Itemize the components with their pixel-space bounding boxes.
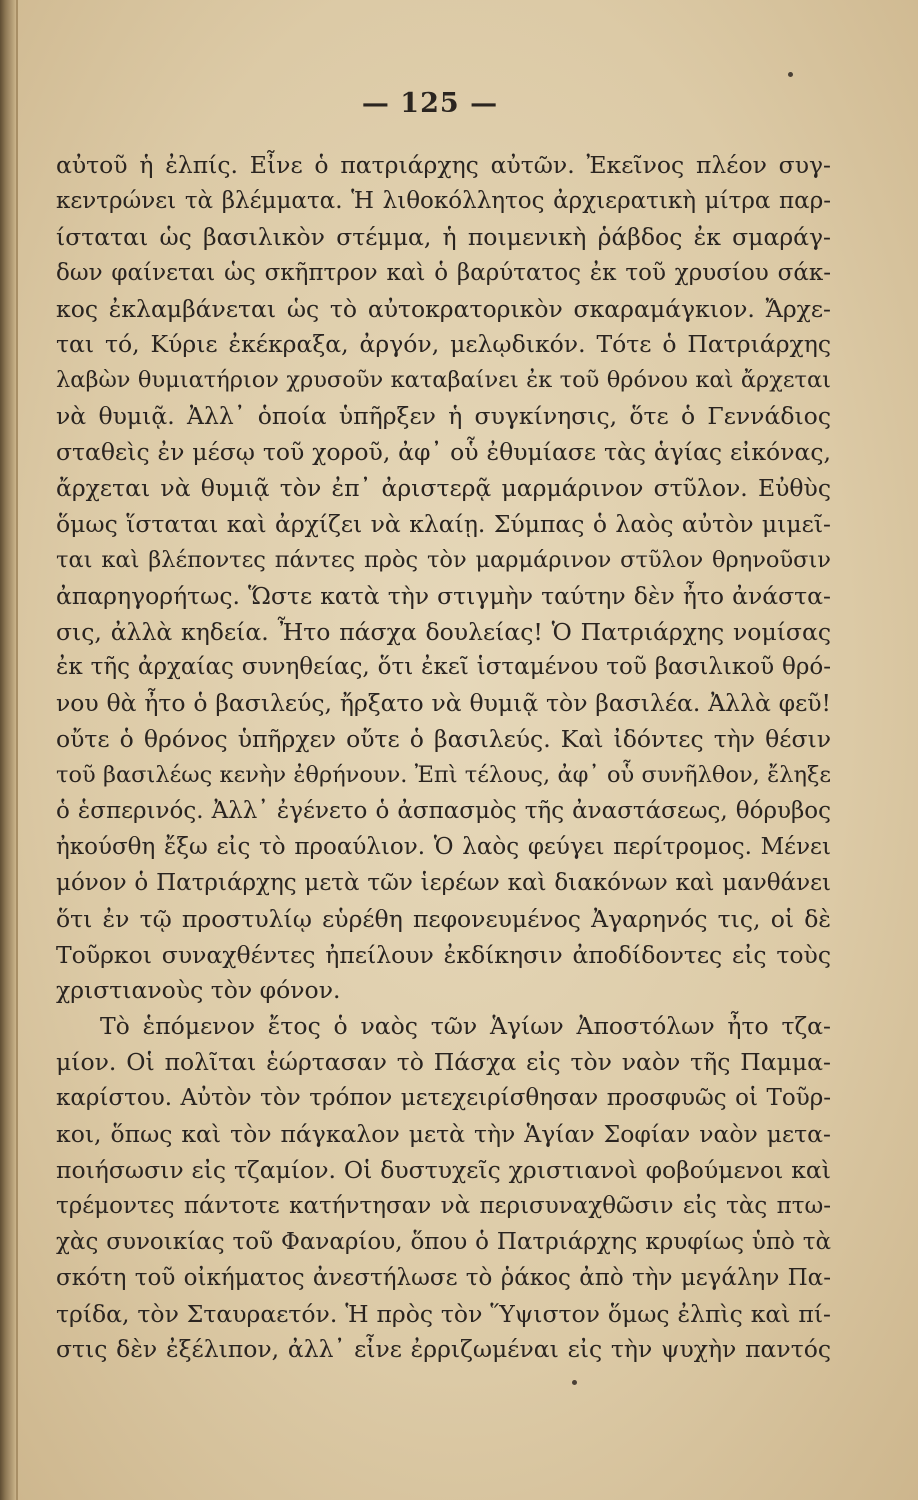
text-line: σταθεὶς ἐν μέσῳ τοῦ χοροῦ, ἀφ᾽ οὗ ἐθυμίασε τὰς ἁγίας εἰκόνας, xyxy=(56,438,831,467)
binding-shadow-line xyxy=(16,0,18,1500)
text-line: καρίστου. Αὐτὸν τὸν τρόπον μετεχειρίσθησαν προσφυῶς οἱ Τοῦρ- xyxy=(56,1085,831,1112)
text-line: ἀπαρηγορήτως. Ὥστε κατὰ τὴν στιγμὴν ταύτην δὲν ἦτο ἀνάστα- xyxy=(56,581,831,610)
ink-speck xyxy=(572,1380,577,1385)
text-line-paragraph-end: χριστιανοὺς τὸν φόνον. xyxy=(56,976,341,1005)
text-line: ἠκούσθη ἔξω εἰς τὸ προαύλιον. Ὁ λαὸς φεύγει περίτρομος. Μένει xyxy=(56,833,831,860)
text-line: ίσταται ὡς βασιλικὸν στέμμα, ἡ ποιμενικὴ ῥάβδος ἐκ σμαράγ- xyxy=(56,222,831,251)
text-line: χὰς συνοικίας τοῦ Φαναρίου, ὅπου ὁ Πατριάρχης κρυφίως ὑπὸ τὰ xyxy=(56,1228,831,1255)
text-line: τοῦ βασιλέως κενὴν ἐθρήνουν. Ἐπὶ τέλους, ἀφ᾽ οὗ συνῆλθον, ἔληξε xyxy=(56,762,831,789)
text-line: ἐκ τῆς ἀρχαίας συνηθείας, ὅτι ἐκεῖ ἱσταμένου τοῦ βασιλικοῦ θρό- xyxy=(56,654,831,681)
body-text xyxy=(56,148,831,1368)
text-line: κεντρώνει τὰ βλέμματα. Ἡ λιθοκόλλητος ἀρχιερατικὴ μίτρα παρ- xyxy=(56,187,831,214)
text-line: τρέμοντες πάντοτε κατήντησαν νὰ περισυναχθῶσιν εἰς τὰς πτω- xyxy=(56,1192,831,1219)
text-line: ὁ ἑσπερινός. Ἀλλ᾽ ἐγένετο ὁ ἀσπασμὸς τῆς ἀναστάσεως, θόρυβος xyxy=(56,798,831,825)
page-number: — 125 — xyxy=(361,88,499,119)
text-line: ποιήσωσιν εἰς τζαμίον. Οἱ δυστυχεῖς χριστιανοὶ φοβούμενοι καὶ xyxy=(56,1155,831,1184)
text-line: μίον. Οἱ πολῖται ἑώρτασαν τὸ Πάσχα εἰς τὸν ναὸν τῆς Παμμα- xyxy=(56,1048,831,1077)
text-line: λαβὼν θυμιατήριον χρυσοῦν καταβαίνει ἐκ τοῦ θρόνου καὶ ἄρχεται xyxy=(56,367,831,394)
text-line: ὅμως ἵσταται καὶ ἀρχίζει νὰ κλαίῃ. Σύμπας ὁ λαὸς αὐτὸν μιμεῖ- xyxy=(56,509,831,538)
ink-speck xyxy=(788,72,793,77)
text-line: ται τό, Κύριε ἐκέκραξα, ἀργόν, μελῳδικόν. Τότε ὁ Πατριάρχης xyxy=(56,330,831,359)
text-line: δων φαίνεται ὡς σκῆπτρον καὶ ὁ βαρύτατος ἐκ τοῦ χρυσίου σάκ- xyxy=(56,259,831,286)
text-line: κοι, ὅπως καὶ τὸν πάγκαλον μετὰ τὴν Ἁγίαν Σοφίαν ναὸν μετα- xyxy=(56,1120,831,1149)
text-line: στις δὲν ἐξέλιπον, ἀλλ᾽ εἶνε ἐρριζωμέναι εἰς τὴν ψυχὴν παντός xyxy=(56,1335,831,1364)
text-line: τρίδα, τὸν Σταυραετόν. Ἡ πρὸς τὸν Ὕψιστον ὅμως ἐλπὶς καὶ πί- xyxy=(56,1299,831,1328)
text-line: ται καὶ βλέποντες πάντες πρὸς τὸν μαρμάρινον στῦλον θρηνοῦσιν xyxy=(56,546,831,573)
text-line: οὔτε ὁ θρόνος ὑπῆρχεν οὔτε ὁ βασιλεύς. Καὶ ἰδόντες τὴν θέσιν xyxy=(56,725,831,754)
text-line: νου θὰ ἦτο ὁ βασιλεύς, ἤρξατο νὰ θυμιᾷ τὸν βασιλέα. Ἀλλὰ φεῦ! xyxy=(56,689,831,718)
text-line-paragraph-start: Τὸ ἑπόμενον ἔτος ὁ ναὸς τῶν Ἁγίων Ἀποστόλων ἦτο τζα- xyxy=(100,1012,831,1041)
book-binding-edge xyxy=(0,0,16,1500)
text-line: κος ἐκλαμβάνεται ὡς τὸ αὐτοκρατορικὸν σκαραμάγκιον. Ἄρχε- xyxy=(56,294,831,323)
text-line: Τοῦρκοι συναχθέντες ἠπείλουν ἐκδίκησιν ἀποδίδοντες εἰς τοὺς xyxy=(56,940,831,969)
text-line: σκότη τοῦ οἰκήματος ἀνεστήλωσε τὸ ῥάκος ἀπὸ τὴν μεγάλην Πα- xyxy=(56,1264,831,1291)
text-line: νὰ θυμιᾷ. Ἀλλ᾽ ὁποία ὑπῆρξεν ἡ συγκίνησις, ὅτε ὁ Γεννάδιος xyxy=(56,402,831,431)
text-line: μόνον ὁ Πατριάρχης μετὰ τῶν ἱερέων καὶ διακόνων καὶ μανθάνει xyxy=(56,869,831,896)
text-line: ἄρχεται νὰ θυμιᾷ τὸν ἐπ᾽ ἀριστερᾷ μαρμάρινον στῦλον. Εὐθὺς xyxy=(56,474,831,503)
text-line: αὐτοῦ ἡ ἐλπίς. Εἶνε ὁ πατριάρχης αὐτῶν. Ἐκεῖνος πλέον συγ- xyxy=(56,151,831,179)
text-line: σις, ἀλλὰ κηδεία. Ἦτο πάσχα δουλείας! Ὁ Πατριάρχης νομίσας xyxy=(56,617,831,646)
text-line: ὅτι ἐν τῷ προστυλίῳ εὑρέθη πεφονευμένος Ἀγαρηνός τις, οἱ δὲ xyxy=(56,904,831,933)
